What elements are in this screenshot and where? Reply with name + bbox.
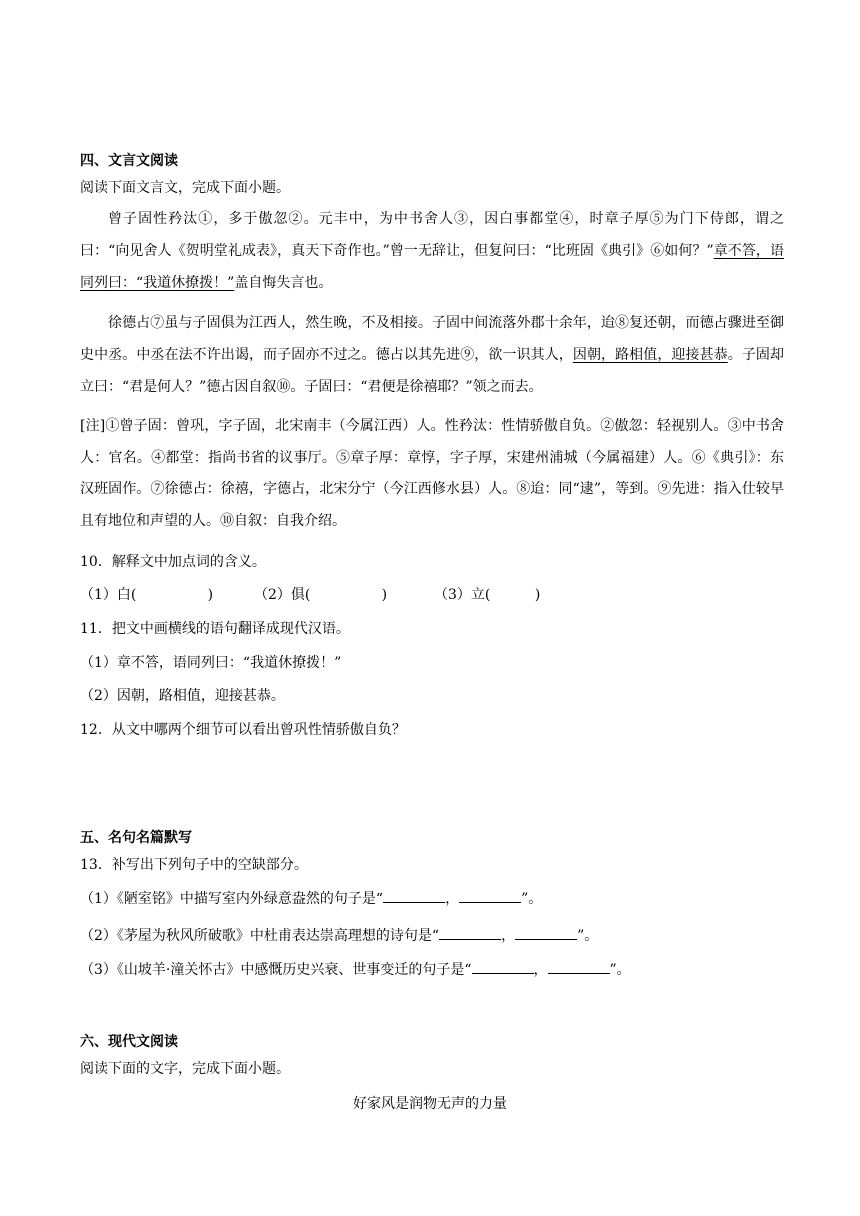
- question-12: 12．从文中哪两个细节可以看出曾巩性情骄傲自负？: [80, 722, 406, 738]
- question-13: 13．补写出下列句子中的空缺部分。: [80, 857, 308, 873]
- question-11: 11．把文中画横线的语句翻译成现代汉语。: [80, 621, 350, 637]
- question-10: 10．解释文中加点词的含义。: [80, 554, 266, 570]
- section-instruction: 阅读下面的文字，完成下面小题。: [80, 1061, 290, 1077]
- passage-text: 曾子固性矜汰①，多于傲忽②。元丰中，为中书舍人③，因白事都堂④，时章子厚⑤为门下侍郎，谓之曰：“向见舍人《贺明堂礼成表》，真天下奇作也。”曾一无辞让，但复问曰：“比班固《典引》⑥如何？”: [80, 211, 784, 259]
- section-heading-modern: 六、现代文阅读: [80, 1034, 178, 1050]
- passage-paragraph-1: [80, 203, 784, 299]
- q10-item-1: （1）白( ): [80, 587, 214, 603]
- section-instruction: 阅读下面文言文，完成下面小题。: [80, 180, 290, 196]
- annotation-notes: [注]①曾子固：曾巩，字子固，北宋南丰（今属江西）人。性矜汰：性情骄傲自负。②傲忽：轻视别人。③中书舍人：官名。④都堂：指尚书省的议事厅。⑤章子厚：章惇，字子厚，宋建州浦城（今属福建）人。⑥《典引》：东汉班固作。⑦徐德占：徐禧，字德占，北宋分宁（今江西修水县）人。⑧迨：同“逮”，等到。⑨先进：指入仕较早且有地位和声望的人。⑩自叙：自我介绍。: [80, 418, 784, 529]
- q10-item-3: （3）立( ): [434, 587, 541, 603]
- answer-blank: [459, 888, 521, 903]
- passage-text: 。子固却立曰：“君是何人？”德占因自叙⑩。子固曰：“君便是徐禧耶？”领之而去。: [80, 347, 785, 395]
- question-10-items: [80, 585, 780, 605]
- section-heading-recitation: 五、名句名篇默写: [80, 830, 192, 846]
- section-heading-classical: 四、文言文阅读: [80, 153, 178, 169]
- article-title: 好家风是润物无声的力量: [353, 1096, 507, 1112]
- answer-blank: [472, 959, 534, 974]
- answer-blank: [548, 959, 610, 974]
- question-11-item-1: （1）章不答，语同列曰：“我道休撩拨！”: [80, 655, 342, 671]
- passage-paragraph-2: [80, 307, 784, 403]
- passage-text: 徐德占⑦虽与子固俱为江西人，然生晚，不及相接。子固中间流落外郡十余年，迨⑧复还朝，而德占骤进至御史中丞。中丞在法不许出谒，而子固亦不过之。德占以其先进⑨，欲一识其人，: [80, 315, 784, 363]
- underlined-sentence-1: 章不答，语同列曰：“我道休撩拨！”: [80, 243, 784, 291]
- passage-text: 盖自悔失言也。: [234, 275, 333, 291]
- answer-blank: [439, 925, 501, 940]
- question-11-item-2: （2）因朝，路相值，迎接甚恭。: [80, 688, 285, 704]
- q10-item-2: （2）俱( ): [254, 587, 388, 603]
- recitation-item-2: （2）《茅屋为秋风所破歌》中杜甫表达崇高理想的诗句是“ ， ”。: [80, 925, 780, 946]
- recitation-item-3: （3）《山坡羊·潼关怀古》中感慨历史兴衰、世事变迁的句子是“ ， ”。: [80, 959, 780, 980]
- answer-blank: [383, 888, 445, 903]
- recitation-item-1: （1）《陋室铭》中描写室内外绿意盎然的句子是“ ， ”。: [80, 888, 780, 909]
- answer-blank: [515, 925, 577, 940]
- underlined-sentence-2: 因朝，路相值，迎接甚恭: [572, 347, 728, 363]
